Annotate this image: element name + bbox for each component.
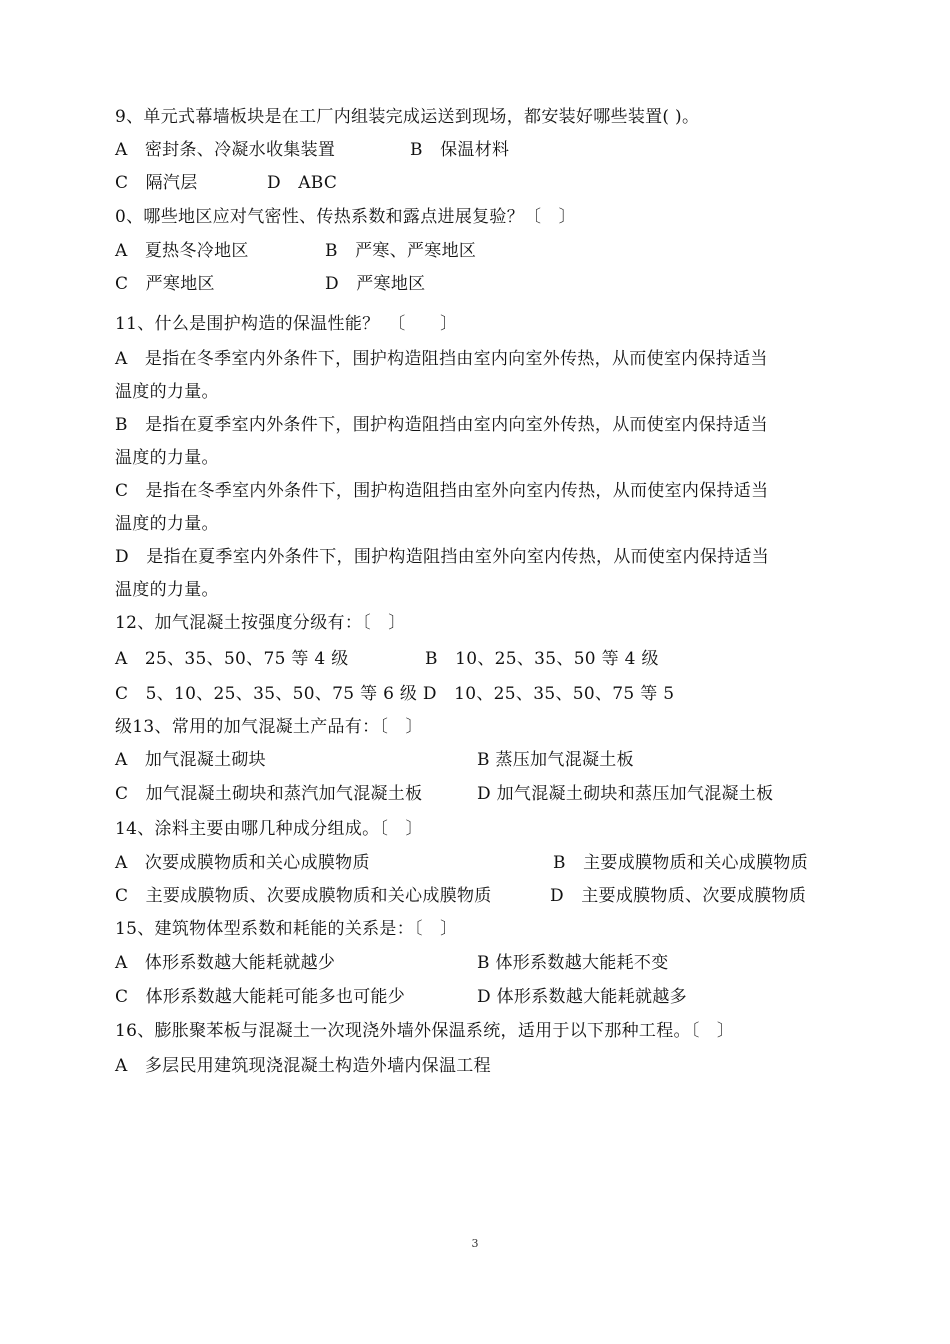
question-12-option-a: A 25、35、50、75 等 4 级 [115, 649, 349, 669]
question-12-option-b: B 10、25、35、50 等 4 级 [425, 649, 659, 669]
question-12-option-cd: C 5、10、25、35、50、75 等 6 级 D 10、25、35、50、75 等 5 [115, 684, 675, 704]
question-10-option-a: A 夏热冬冷地区 [115, 241, 249, 261]
question-15-option-c: C 体形系数越大能耗可能多也可能少 [115, 987, 406, 1007]
question-9-option-d: D ABC [267, 173, 338, 193]
question-11-option-d-line1: D 是指在夏季室内外条件下，围护构造阻挡由室外向室内传热，从而使室内保持适当 [115, 547, 770, 567]
question-11-option-c-line2: 温度的力量。 [115, 514, 219, 534]
question-13-option-a: A 加气混凝土砌块 [115, 750, 266, 770]
question-13-stem: 级13、常用的加气混凝土产品有：〔 〕 [115, 717, 423, 737]
question-11-option-c-line1: C 是指在冬季室内外条件下，围护构造阻挡由室外向室内传热，从而使室内保持适当 [115, 481, 769, 501]
question-13-option-d: D 加气混凝土砌块和蒸压加气混凝土板 [477, 784, 774, 804]
question-11-stem: 11、什么是围护构造的保温性能？ 〔 〕 [115, 314, 458, 334]
question-14-stem: 14、涂料主要由哪几种成分组成。〔 〕 [115, 819, 423, 839]
question-16-option-a: A 多层民用建筑现浇混凝土构造外墙内保温工程 [115, 1056, 491, 1076]
question-9-stem: 9、单元式幕墙板块是在工厂内组装完成运送到现场，都安装好哪些装置( )。 [115, 107, 700, 127]
question-15-option-d: D 体形系数越大能耗就越多 [477, 987, 687, 1007]
question-9-option-c: C 隔汽层 [115, 173, 198, 193]
question-16-stem: 16、膨胀聚苯板与混凝土一次现浇外墙外保温系统，适用于以下那种工程。〔 〕 [115, 1021, 735, 1041]
question-11-option-b-line1: B 是指在夏季室内外条件下，围护构造阻挡由室内向室外传热，从而使室内保持适当 [115, 415, 768, 435]
question-10-option-d: D 严寒地区 [325, 274, 426, 294]
question-15-option-a: A 体形系数越大能耗就越少 [115, 953, 336, 973]
question-10-stem: 0、哪些地区应对气密性、传热系数和露点进展复验？〔 〕 [115, 207, 576, 227]
question-10-option-b: B 严寒、严寒地区 [325, 241, 477, 261]
question-10-option-c: C 严寒地区 [115, 274, 215, 294]
question-14-option-d: D 主要成膜物质、次要成膜物质 [550, 886, 807, 906]
question-13-option-c: C 加气混凝土砌块和蒸汽加气混凝土板 [115, 784, 423, 804]
question-12-stem: 12、加气混凝土按强度分级有：〔 〕 [115, 613, 406, 633]
question-13-option-b: B 蒸压加气混凝土板 [477, 750, 634, 770]
question-14-option-b: B 主要成膜物质和关心成膜物质 [553, 853, 808, 873]
question-11-option-b-line2: 温度的力量。 [115, 448, 219, 468]
question-15-stem: 15、建筑物体型系数和耗能的关系是：〔 〕 [115, 919, 458, 939]
question-14-option-c: C 主要成膜物质、次要成膜物质和关心成膜物质 [115, 886, 492, 906]
question-11-option-d-line2: 温度的力量。 [115, 580, 219, 600]
question-11-option-a-line2: 温度的力量。 [115, 382, 219, 402]
question-14-option-a: A 次要成膜物质和关心成膜物质 [115, 853, 370, 873]
question-11-option-a-line1: A 是指在冬季室内外条件下，围护构造阻挡由室内向室外传热，从而使室内保持适当 [115, 349, 768, 369]
question-9-option-b: B 保温材料 [410, 140, 510, 160]
page-number: 3 [471, 1237, 479, 1250]
question-15-option-b: B 体形系数越大能耗不变 [477, 953, 669, 973]
question-9-option-a: A 密封条、冷凝水收集装置 [115, 140, 336, 160]
